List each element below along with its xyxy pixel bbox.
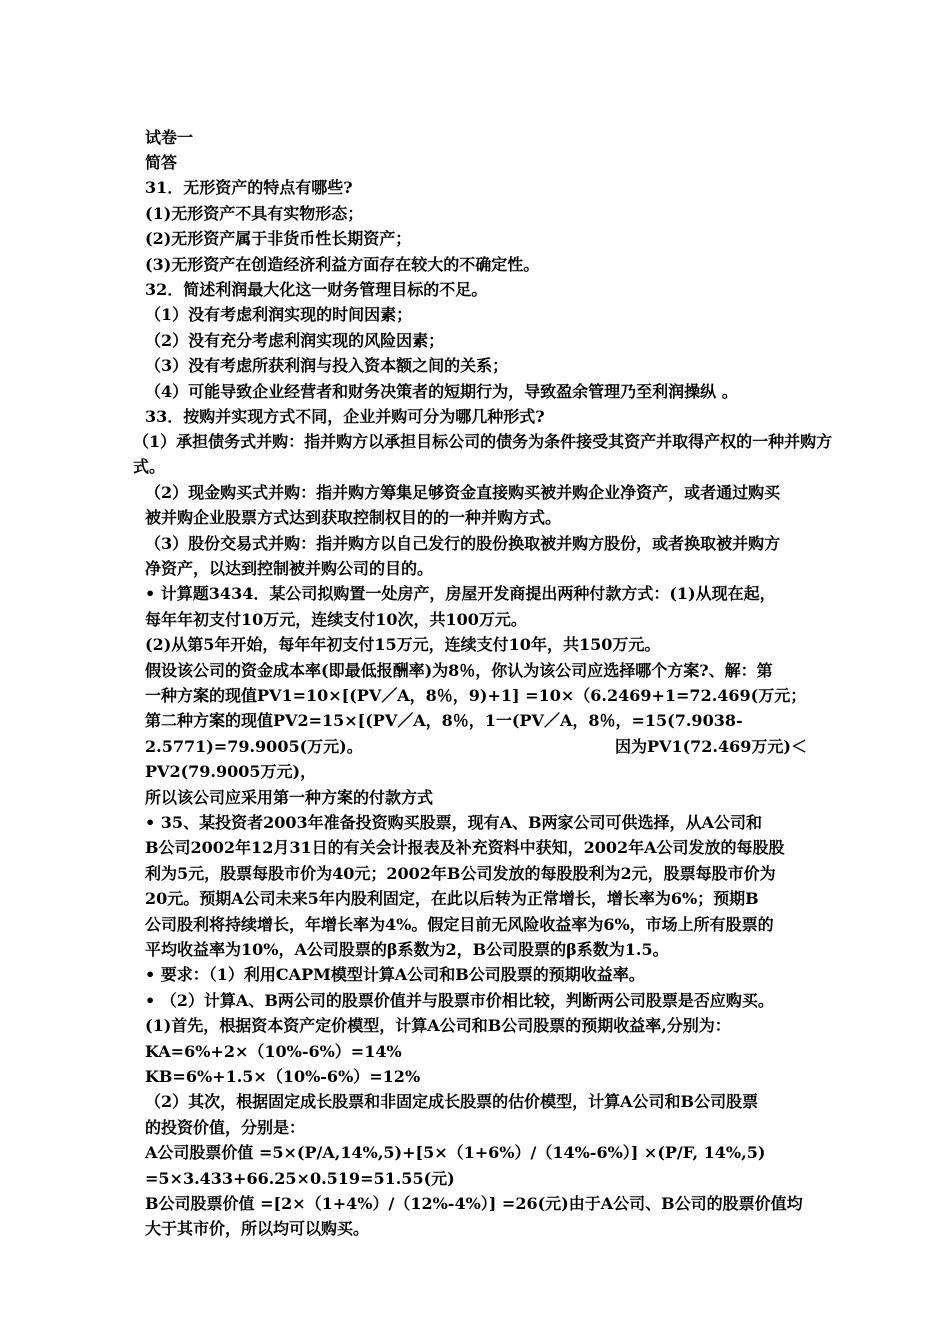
answer-line: 利为5元，股票每股市价为40元；2002年B公司发放的每股股利为2元，股票每股市价为 bbox=[145, 864, 776, 883]
doc-title: 试卷一 bbox=[145, 128, 194, 147]
question-33: 33．按购并实现方式不同，企业并购可分为哪几种形式? bbox=[145, 407, 545, 426]
answer-line: 所以该公司应采用第一种方案的付款方式 bbox=[145, 788, 434, 807]
answer-line: （2）没有充分考虑利润实现的风险因素； bbox=[145, 331, 445, 350]
answer-line: 因为PV1(72.469万元)＜ bbox=[615, 737, 807, 756]
answer-line: 假设该公司的资金成本率(即最低报酬率)为8％，你认为该公司应选择哪个方案?、解：第 bbox=[145, 661, 773, 680]
formula-line: B公司股票价值 =[2×（1+4%）/（12%-4%）] =26(元)由于A公司、B公司的股票价值均 bbox=[145, 1194, 803, 1213]
answer-line: （2）现金购买式并购：指并购方筹集足够资金直接购买被并购企业净资产，或者通过购买 bbox=[145, 483, 781, 502]
answer-line: (2)从第5年开始，每年年初支付15万元，连续支付10年，共150万元。 bbox=[145, 635, 661, 654]
answer-line: 2.5771)=79.9005(万元)。 bbox=[145, 737, 363, 756]
requirement-bullet: • （2）计算A、B两公司的股票价值并与股票市价相比较，判断两公司股票是否应购买。 bbox=[145, 991, 774, 1010]
answer-line: 20元。预期A公司未来5年内股利固定，在此以后转为正常增长，增长率为6%；预期B bbox=[145, 889, 759, 908]
section-heading: 简答 bbox=[145, 153, 178, 172]
question-35-bullet: • 35、某投资者2003年准备投资购买股票，现有A、B两家公司可供选择，从A公司和 bbox=[145, 813, 762, 832]
answer-line: 公司股利将持续增长，年增长率为4%。假定目前无风险收益率为6%，市场上所有股票的 bbox=[145, 915, 774, 934]
answer-line: 净资产，以达到控制被并购公司的目的。 bbox=[145, 559, 434, 578]
answer-line: (1)无形资产不具有实物形态； bbox=[145, 204, 364, 223]
question-34-bullet: • 计算题3434．某公司拟购置一处房产，房屋开发商提出两种付款方式：(1)从现在起， bbox=[145, 584, 776, 603]
answer-line: PV2(79.9005万元)， bbox=[145, 762, 317, 781]
answer-line: (3)无形资产在创造经济利益方面存在较大的不确定性。 bbox=[145, 255, 540, 274]
answer-line: 被并购企业股票方式达到获取控制权目的的一种并购方式。 bbox=[145, 508, 562, 527]
answer-line: （4）可能导致企业经营者和财务决策者的短期行为，导致盈余管理乃至利润操纵 。 bbox=[145, 382, 738, 401]
question-32: 32．简述利润最大化这一财务管理目标的不足。 bbox=[145, 280, 488, 299]
answer-line: （2）其次，根据固定成长股票和非固定成长股票的估价模型，计算A公司和B公司股票 bbox=[145, 1092, 759, 1111]
answer-line: 每年年初支付10万元，连续支付10次，共100万元。 bbox=[145, 610, 527, 629]
requirement-bullet: • 要求：（1）利用CAPM模型计算A公司和B公司股票的预期收益率。 bbox=[145, 965, 645, 984]
answer-line: 一种方案的现值PV1=10×[(PV／A，8％，9)+1] =10×（6.2469+1=72.469(万元； bbox=[145, 686, 807, 705]
answer-line: (1)首先，根据资本资产定价模型，计算A公司和B公司股票的预期收益率,分别为： bbox=[145, 1016, 731, 1035]
answer-line: （1）没有考虑利润实现的时间因素； bbox=[145, 305, 413, 324]
answer-line: 第二种方案的现值PV2=15×[(PV／A，8％，1一(PV／A，8％，=15(7.9038- bbox=[145, 711, 743, 730]
answer-line: 大于其市价，所以均可以购买。 bbox=[145, 1219, 370, 1238]
answer-line: （1）承担债务式并购：指并购方以承担目标公司的债务为条件接受其资产并取得产权的一种并购方 bbox=[133, 432, 833, 451]
question-31: 31．无形资产的特点有哪些? bbox=[145, 178, 353, 197]
answer-line: 的投资价值，分别是： bbox=[145, 1118, 306, 1137]
answer-line: (2)无形资产属于非货币性长期资产； bbox=[145, 229, 412, 248]
formula-line: KB=6%+1.5×（10%-6%）=12% bbox=[145, 1067, 421, 1086]
formula-line: KA=6%+2×（10%-6%）=14% bbox=[145, 1042, 402, 1061]
answer-line: 平均收益率为10%，A公司股票的β系数为2，B公司股票的β系数为1.5。 bbox=[145, 940, 669, 959]
formula-line: A公司股票价值 =5×(P/A,14%,5)+[5×（1+6%）/（14%-6%）] ×(P/F, 14%,5) bbox=[145, 1143, 766, 1162]
formula-line: =5×3.433+66.25×0.519=51.55(元) bbox=[145, 1169, 455, 1188]
answer-line: （3）没有考虑所获利润与投入资本额之间的关系； bbox=[145, 356, 509, 375]
answer-line: 式。 bbox=[133, 457, 166, 476]
answer-line: （3）股份交易式并购：指并购方以自己发行的股份换取被并购方股份，或者换取被并购方 bbox=[145, 534, 781, 553]
answer-line: B公司2002年12月31日的有关会计报表及补充资料中获知，2002年A公司发放的每股股 bbox=[145, 838, 785, 857]
